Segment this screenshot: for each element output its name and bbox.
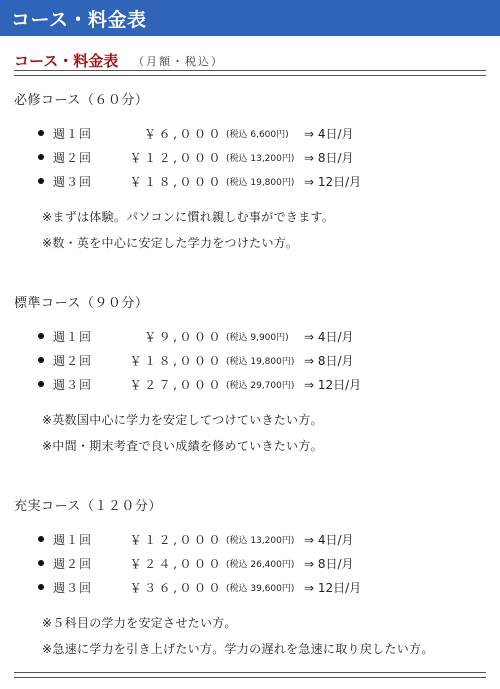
bullet-icon [38,333,44,339]
course-note: ※５科目の学力を安定させたい方。 [42,616,237,630]
bullet-icon [38,381,44,387]
section-title: コース・料金表 [14,52,119,70]
price-row [0,555,500,575]
tax-included: (税込 9,900円) [226,333,289,343]
frequency: 週１回 [53,127,93,141]
course-title: 必修コース（６０分） [14,93,149,108]
price: ￥２７,０００ [129,378,223,392]
price: ￥６,０００ [144,127,223,141]
frequency: 週３回 [53,378,93,392]
course-note: ※英数国中心に学力を安定してつけていきたい方。 [42,413,323,427]
days-per-month: ⇒ 4日/月 [304,127,354,141]
days-per-month: ⇒ 12日/月 [304,581,362,595]
bullet-icon [38,357,44,363]
course-title: 充実コース（１２０分） [14,499,162,514]
course-note: ※中間・期末考査で良い成績を修めていきたい方。 [42,439,323,453]
tax-included: (税込 13,200円) [226,536,295,546]
price: ￥３６,０００ [129,581,223,595]
frequency: 週２回 [53,354,93,368]
frequency: 週１回 [53,533,93,547]
price: ￥９,０００ [144,330,223,344]
course-note: ※急速に学力を引き上げたい方。学力の遅れを急速に取り戻したい方。 [42,642,434,656]
frequency: 週２回 [53,557,93,571]
price-row [0,173,500,193]
tax-included: (税込 19,800円) [226,357,295,367]
days-per-month: ⇒ 4日/月 [304,533,354,547]
price: ￥１２,０００ [129,151,223,165]
price-row [0,579,500,599]
course-note: ※まずは体験。パソコンに慣れ親しむ事ができます。 [42,210,335,224]
bullet-icon [38,178,44,184]
course-title: 標準コース（９０分） [14,296,149,311]
price-row [0,125,500,145]
bullet-icon [38,560,44,566]
days-per-month: ⇒ 4日/月 [304,330,354,344]
banner-title: コース・料金表 [11,9,147,31]
header-divider [14,70,486,76]
price-row [0,352,500,372]
price-row [0,376,500,396]
tax-included: (税込 26,400円) [226,560,295,570]
course-note: ※数・英を中心に安定した学力をつけたい方。 [42,236,299,250]
frequency: 週１回 [53,330,93,344]
frequency: 週２回 [53,151,93,165]
frequency: 週３回 [53,581,93,595]
days-per-month: ⇒ 12日/月 [304,175,362,189]
bullet-icon [38,154,44,160]
bullet-icon [38,584,44,590]
frequency: 週３回 [53,175,93,189]
days-per-month: ⇒ 12日/月 [304,378,362,392]
footer-divider [14,672,486,678]
tax-included: (税込 13,200円) [226,154,295,164]
days-per-month: ⇒ 8日/月 [304,151,354,165]
days-per-month: ⇒ 8日/月 [304,557,354,571]
section-subtitle: （月額・税込） [133,55,224,68]
bullet-icon [38,130,44,136]
price: ￥２４,０００ [129,557,223,571]
price-row [0,531,500,551]
price-row [0,328,500,348]
tax-included: (税込 19,800円) [226,178,295,188]
bullet-icon [38,536,44,542]
tax-included: (税込 6,600円) [226,130,289,140]
tax-included: (税込 29,700円) [226,381,295,391]
price: ￥１８,０００ [129,175,223,189]
price: ￥１２,０００ [129,533,223,547]
tax-included: (税込 39,600円) [226,584,295,594]
page-banner [0,0,500,36]
price-row [0,149,500,169]
price: ￥１８,０００ [129,354,223,368]
days-per-month: ⇒ 8日/月 [304,354,354,368]
